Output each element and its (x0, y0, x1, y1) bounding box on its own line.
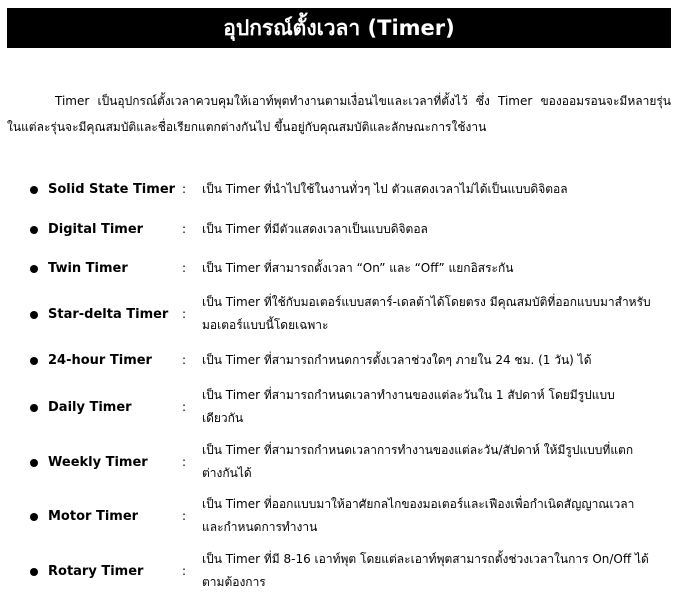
bullet-icon (30, 513, 38, 521)
colon: : (182, 307, 187, 321)
bullet-icon (30, 311, 38, 319)
title-banner (7, 8, 671, 48)
term-description: เป็น Timer ที่สามารถกำหนดเวลาการทำงานของแต่ละวัน/สัปดาห์ ให้มีรูปแบบที่แตกต่างกันได้ (202, 443, 634, 480)
bullet-icon (30, 568, 38, 576)
term-label: Weekly Timer (48, 455, 148, 470)
colon: : (182, 400, 187, 414)
colon: : (182, 261, 187, 275)
intro-paragraph (7, 88, 671, 140)
term-description: เป็น Timer ที่ออกแบบมาให้อาศัยกลไกของมอเตอร์และเฟืองเพื่อกำเนิดสัญญาณเวลาและกำหนดการทำงาน (202, 497, 635, 534)
bullet-icon (30, 357, 38, 365)
bullet-icon (30, 459, 38, 467)
bullet-icon (30, 186, 38, 194)
term-description: เป็น Timer ที่มี 8-16 เอาท์พุต โดยแต่ละเอาท์พุตสามารถตั้งช่วงเวลาในการ On/Off ได้ตามต้องการ (202, 552, 649, 589)
term-label: Digital Timer (48, 222, 144, 237)
page-title: อุปกรณ์ตั้งเวลา (Timer) (223, 15, 455, 40)
bullet-icon (30, 404, 38, 412)
colon: : (182, 455, 187, 469)
term-description: เป็น Timer ที่ใช้กับมอเตอร์แบบสตาร์-เดลต้าได้โดยตรง มีคุณสมบัติที่ออกแบบมาสำหรับมอเตอร์แบบนี้โดยเฉพาะ (202, 295, 651, 332)
bullet-icon (30, 226, 38, 234)
term-description: เป็น Timer ที่สามารถกำหนดเวลาทำงานของแต่ละวันใน 1 สัปดาห์ โดยมีรูปแบบเดียวกัน (202, 388, 615, 425)
term-description: เป็น Timer ที่มีตัวแสดงเวลาเป็นแบบดิจิตอล (202, 222, 428, 236)
colon: : (182, 182, 187, 196)
term-label: 24-hour Timer (48, 353, 152, 368)
bullet-icon (30, 265, 38, 273)
colon: : (182, 564, 187, 578)
term-label: Daily Timer (48, 400, 132, 415)
term-label: Rotary Timer (48, 564, 144, 579)
term-description: เป็น Timer ที่สามารถตั้งเวลา “On” และ “Off” แยกอิสระกัน (202, 261, 514, 275)
term-label: Star-delta Timer (48, 307, 169, 322)
term-label: Solid State Timer (48, 182, 176, 197)
term-label: Twin Timer (48, 261, 128, 276)
intro-text: Timer เป็นอุปกรณ์ตั้งเวลาควบคุมให้เอาท์พุตทำงานตามเงื่อนไขและเวลาที่ตั้งไว้ ซึ่ง Timer ของออมรอนจะมีหลายรุ่น ในแต่ละรุ่นจะมีคุณสมบัติและชื่อเรียกแตกต่างกันไป ขึ้นอยู่กับคุณสมบัติและลักษณะการใช้งาน (7, 94, 671, 134)
colon: : (182, 509, 187, 523)
term-description: เป็น Timer ที่นำไปใช้ในงานทั่วๆ ไป ตัวแสดงเวลาไม่ได้เป็นแบบดิจิตอล (202, 182, 568, 196)
colon: : (182, 222, 187, 236)
term-label: Motor Timer (48, 509, 139, 524)
colon: : (182, 353, 187, 367)
term-description: เป็น Timer ที่สามารถกำหนดการตั้งเวลาช่วงใดๆ ภายใน 24 ชม. (1 วัน) ได้ (202, 353, 592, 367)
